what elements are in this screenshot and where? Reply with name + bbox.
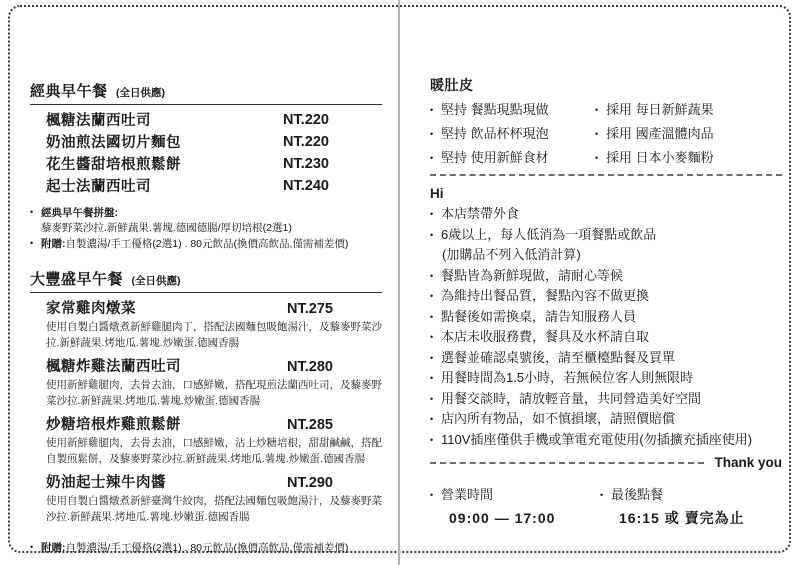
bullet-icon: • xyxy=(430,352,434,363)
commitment-text: 採用 日本小麥麵粉 xyxy=(606,150,714,165)
section-notes xyxy=(30,205,382,252)
rule-line xyxy=(430,389,782,410)
rule-text: 點餐後如需換桌，請告知服務人員 xyxy=(441,308,637,324)
commitment-row xyxy=(430,98,782,122)
menu-item-row xyxy=(30,473,382,493)
item-price: NT.220 xyxy=(283,112,329,128)
item-description: 使用新鮮雞腿肉，去骨去油，口感鮮嫩，沾上炒糖培根，甜甜鹹鹹，搭配自製煎鬆餅，及藜麥野菜沙拉.新鮮蔬果.烤地瓜.薯塊.炒嫩蛋.德國香腸 xyxy=(46,437,382,465)
rule-text: 用餐交談時，請放輕音量，共同營造美好空間 xyxy=(441,390,702,406)
thank-you-separator xyxy=(430,454,782,472)
note-line xyxy=(30,205,382,221)
note-label: 附贈: xyxy=(41,542,66,554)
rule-text: 6歲以上，每人低消為一項餐點或飲品 xyxy=(441,226,657,242)
item-description: 使用自製白醬燉煮新鮮臺灣牛絞肉，搭配法國麵包吸飽湯汁，及藜麥野菜沙拉.新鮮蔬果.烤地瓜.薯塊.炒嫩蛋.德國香腸 xyxy=(46,495,382,523)
commitment-text: 堅持 餐點現點現做 xyxy=(441,102,549,117)
section-title: 經典早午餐 xyxy=(30,83,108,100)
item-name: 奶油起士辣牛肉醬 xyxy=(46,475,166,491)
menu-item xyxy=(30,357,382,409)
rule-line xyxy=(430,368,782,389)
bullet-icon: • xyxy=(595,129,599,139)
commitment-text: 堅持 飲品杯杯現泡 xyxy=(441,126,549,141)
rule-line xyxy=(430,327,782,348)
section-title: 大豐盛早午餐 xyxy=(30,271,124,288)
hours-section xyxy=(430,484,782,529)
hours-label: 營業時間 xyxy=(441,487,494,502)
commitment-text: 採用 國產溫體肉品 xyxy=(606,126,714,141)
item-price: NT.240 xyxy=(283,178,329,194)
menu-item xyxy=(30,473,382,525)
rule-line xyxy=(430,348,782,369)
note-line xyxy=(30,236,382,252)
thank-you-text: Thank you xyxy=(714,455,782,470)
brand-name: 暖肚皮 xyxy=(430,77,474,93)
menu-item-row xyxy=(30,154,382,176)
item-price: NT.290 xyxy=(287,475,333,491)
bullet-icon: • xyxy=(430,373,434,383)
hours-label-row xyxy=(430,484,600,506)
menu-item xyxy=(30,415,382,467)
section-subtitle: (全日供應) xyxy=(115,87,165,99)
menu-item-row xyxy=(30,415,382,435)
bullet-icon: • xyxy=(430,105,434,115)
note-text: 藜麥野菜沙拉.新鮮蔬果.薯塊.德國德腸/厚切培根(2選1) xyxy=(41,222,292,234)
item-price: NT.280 xyxy=(287,359,333,375)
item-price: NT.220 xyxy=(283,134,329,150)
bullet-icon: • xyxy=(430,490,434,500)
note-label: 經典早午餐拼盤: xyxy=(41,207,118,219)
rule-text: 為維持出餐品質，餐點內容不做更換 xyxy=(441,288,650,303)
rule-text: 本店禁帶外食 xyxy=(441,206,520,221)
rule-text: 選餐並確認桌號後，請至櫃檯點餐及買單 xyxy=(441,349,676,365)
dashed-line xyxy=(430,462,704,464)
bullet-icon: • xyxy=(30,542,34,552)
bullet-icon: • xyxy=(30,238,34,248)
note-text: 自製濃湯/手工優格(2選1) . 80元飲品(換價高飲品,僅需補差價) xyxy=(65,542,349,554)
rule-line xyxy=(430,225,782,246)
bullet-icon: • xyxy=(430,393,434,404)
rule-continuation: (加購品不列入低消計算) xyxy=(442,247,581,262)
section-header xyxy=(30,268,382,293)
commitment-item xyxy=(595,98,714,122)
note-text: 自製濃湯/手工優格(2選1) . 80元飲品(換價高飲品,僅需補差價) xyxy=(65,238,349,250)
last-order-value: 16:15 或 賣完為止 xyxy=(619,510,745,526)
business-hours xyxy=(430,484,600,529)
item-name: 花生醬甜培根煎鬆餅 xyxy=(46,157,181,173)
section-header xyxy=(30,80,382,105)
right-page xyxy=(430,78,782,529)
bullet-icon: • xyxy=(430,209,434,219)
commitment-row xyxy=(430,122,782,146)
dashed-separator xyxy=(430,174,782,176)
rule-text: 110V插座僅供手機或筆電充電使用(勿插擴充插座使用) xyxy=(441,431,753,447)
commitment-row xyxy=(430,146,782,170)
section-footnote xyxy=(30,540,382,556)
rule-line xyxy=(430,307,782,328)
center-fold-divider xyxy=(398,0,400,565)
commitment-text: 堅持 使用新鮮食材 xyxy=(441,150,549,165)
section-classic-brunch xyxy=(30,80,382,252)
menu-item xyxy=(30,299,382,351)
item-price: NT.285 xyxy=(287,417,333,433)
bullet-icon: • xyxy=(430,434,434,445)
item-description: 使用新鮮雞腿肉，去骨去油，口感鮮嫩，搭配現煎法蘭西吐司，及藜麥野菜沙拉.新鮮蔬果.烤地瓜.薯塊.炒嫩蛋.德國香腸 xyxy=(46,379,382,407)
item-description: 使用自製白醬燉煮新鮮雞腿肉丁，搭配法國麵包吸飽湯汁，及藜麥野菜沙拉.新鮮蔬果.烤地瓜.薯塊.炒嫩蛋.德國香腸 xyxy=(46,321,382,349)
menu-item-row xyxy=(30,132,382,154)
rule-line xyxy=(430,204,782,225)
commitment-item xyxy=(430,146,595,170)
rule-line xyxy=(430,409,782,430)
menu-item-row xyxy=(30,299,382,319)
commitment-item xyxy=(430,98,595,122)
bullet-icon: • xyxy=(430,153,434,163)
item-name: 炒糖培根炸雞煎鬆餅 xyxy=(46,417,181,433)
section-subtitle: (全日供應) xyxy=(131,275,181,287)
rule-text: 本店未收服務費，餐具及水杯請自取 xyxy=(441,329,650,344)
rule-text: 餐點皆為新鮮現做，請耐心等候 xyxy=(441,267,624,283)
bullet-icon: • xyxy=(430,229,434,240)
bullet-icon: • xyxy=(430,129,434,139)
item-name: 起士法蘭西吐司 xyxy=(46,179,151,195)
bullet-icon: • xyxy=(430,291,434,301)
note-label: 附贈: xyxy=(41,238,66,250)
bullet-icon: • xyxy=(430,414,434,424)
bullet-icon: • xyxy=(430,311,434,322)
last-order xyxy=(600,484,770,529)
item-name: 楓糖法蘭西吐司 xyxy=(46,113,151,129)
rule-line xyxy=(430,430,782,451)
last-order-label: 最後點餐 xyxy=(611,487,664,502)
commitment-item xyxy=(430,122,595,146)
menu-item-row xyxy=(30,110,382,132)
menu-item-list xyxy=(30,110,382,198)
menu-item-row xyxy=(30,176,382,198)
hours-label-row xyxy=(600,484,770,506)
rule-line xyxy=(430,266,782,287)
menu-item-row xyxy=(30,357,382,377)
bullet-icon: • xyxy=(30,207,34,217)
bullet-icon: • xyxy=(600,490,604,500)
house-rules-list xyxy=(430,204,782,450)
rule-text: 店內所有物品，如不慎損壞，請照價賠償 xyxy=(441,411,676,426)
bullet-icon: • xyxy=(430,332,434,342)
bullet-icon: • xyxy=(430,270,434,281)
rule-text: 用餐時間為1.5小時，若無候位客人則無限時 xyxy=(441,370,694,385)
bullet-icon: • xyxy=(595,105,599,115)
commitment-item xyxy=(595,146,714,170)
greeting-title: Hi xyxy=(430,186,444,201)
hours-value: 09:00 — 17:00 xyxy=(449,510,556,526)
commitments-list xyxy=(430,98,782,170)
section-hearty-brunch xyxy=(30,268,382,556)
left-page xyxy=(30,80,382,556)
item-price: NT.275 xyxy=(287,301,333,317)
commitment-text: 採用 每日新鮮蔬果 xyxy=(606,102,714,117)
item-name: 奶油煎法國切片麵包 xyxy=(46,135,181,151)
bullet-icon: • xyxy=(595,153,599,163)
item-name: 楓糖炸雞法蘭西吐司 xyxy=(46,359,181,375)
item-name: 家常雞肉燉菜 xyxy=(46,301,136,317)
commitment-item xyxy=(595,122,714,146)
item-price: NT.230 xyxy=(283,156,329,172)
rule-line xyxy=(430,286,782,307)
